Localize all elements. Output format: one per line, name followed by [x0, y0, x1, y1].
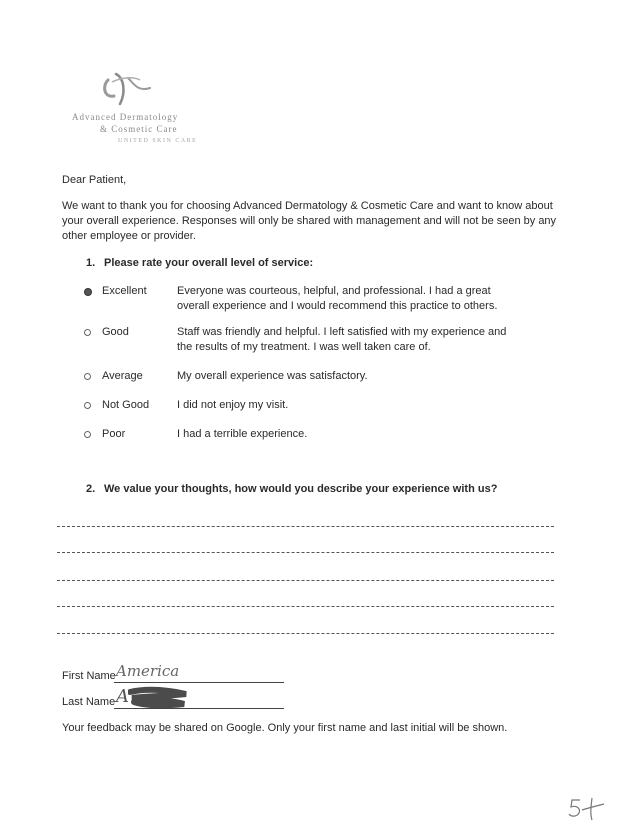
option-label: Not Good — [102, 399, 150, 411]
google-disclaimer: Your feedback may be shared on Google. Only your first name and last initial will be shown. — [62, 722, 508, 734]
clinic-logo — [60, 68, 210, 156]
option-label: Excellent — [102, 285, 147, 297]
question-1-title — [86, 257, 313, 269]
option-description: My overall experience was satisfactory. — [177, 370, 368, 382]
salutation: Dear Patient, — [62, 174, 127, 186]
question-2-title — [86, 483, 497, 495]
redaction-mark-icon — [128, 686, 188, 708]
option-description — [177, 325, 506, 355]
question-2-text: We value your thoughts, how would you describe your experience with us? — [104, 483, 498, 495]
radio-poor[interactable] — [84, 431, 91, 438]
radio-not-good[interactable] — [84, 402, 91, 409]
radio-average[interactable] — [84, 373, 91, 380]
answer-line[interactable] — [57, 633, 554, 634]
radio-excellent[interactable] — [84, 288, 92, 296]
logo-name-line1: Advanced Dermatology — [72, 112, 179, 122]
option-description-line: Everyone was courteous, helpful, and professional. I had a great — [177, 285, 491, 297]
intro-line: your overall experience. Responses will only be shared with management and will not be seen by any — [62, 215, 557, 227]
option-description-line: the results of my treatment. I was well taken care of. — [177, 341, 431, 353]
last-name-label: Last Name — [62, 696, 116, 708]
question-1-text: Please rate your overall level of service: — [104, 257, 314, 269]
option-label: Average — [102, 370, 143, 382]
answer-line[interactable] — [57, 526, 554, 527]
option-description — [177, 284, 497, 314]
option-label: Good — [102, 326, 129, 338]
intro-line: other employee or provider. — [62, 230, 196, 242]
option-label: Poor — [102, 428, 126, 440]
option-description: I had a terrible experience. — [177, 428, 308, 440]
question-2-number: 2. — [86, 483, 96, 495]
last-name-field[interactable] — [62, 686, 129, 708]
answer-line[interactable] — [57, 552, 554, 553]
last-name-underline — [114, 708, 284, 709]
first-name-field[interactable] — [62, 662, 180, 682]
handwritten-page-mark-icon — [566, 796, 606, 822]
option-description-line: overall experience and I would recommend this practice to others. — [177, 300, 498, 312]
logo-tagline: UNITED SKIN CARE — [118, 138, 198, 144]
intro-line: We want to thank you for choosing Advanced Dermatology & Cosmetic Care and want to know about — [62, 200, 553, 212]
answer-line[interactable] — [57, 606, 554, 607]
answer-line[interactable] — [57, 580, 554, 581]
intro-paragraph — [62, 199, 582, 244]
last-name-value[interactable]: A — [116, 686, 129, 707]
radio-good[interactable] — [84, 329, 91, 336]
option-description: I did not enjoy my visit. — [177, 399, 289, 411]
option-description-line: Staff was friendly and helpful. I left satisfied with my experience and — [177, 326, 507, 338]
first-name-label: First Name — [62, 670, 116, 682]
logo-name-line2: & Cosmetic Care — [100, 124, 178, 134]
logo-mark-icon — [98, 68, 158, 108]
first-name-underline — [114, 682, 284, 683]
first-name-value[interactable]: America — [116, 662, 180, 680]
question-1-number: 1. — [86, 257, 96, 269]
